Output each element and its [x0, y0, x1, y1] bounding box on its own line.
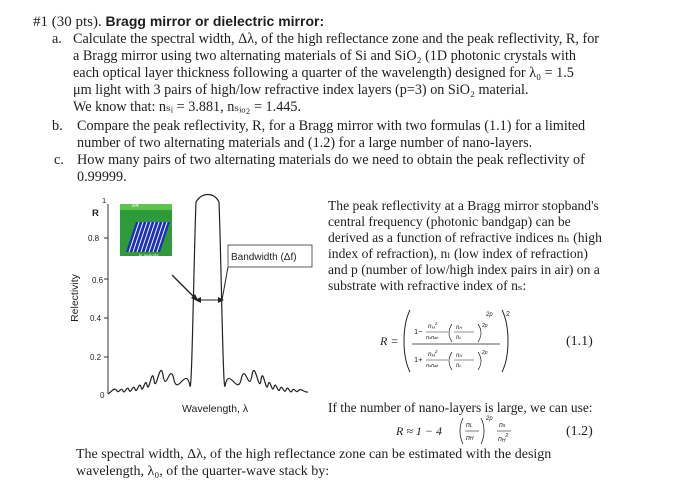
inset-periods-label: N periods — [139, 253, 159, 258]
bandwidth-label: Bandwidth (Δf) — [231, 252, 297, 263]
eq-1-1-lhs: R = — [380, 334, 399, 348]
part-a-label: a. — [52, 31, 62, 47]
eq-1-1-formula — [402, 306, 522, 376]
tick-0-6: 0.6 — [92, 276, 104, 285]
svg-text:2p: 2p — [482, 323, 488, 329]
svg-text:nsnair: nsnair — [426, 363, 439, 369]
problem-points: (30 pts). — [51, 14, 102, 30]
tick-1: 1 — [102, 196, 107, 205]
side-text-line-1: The peak reflectivity at a Bragg mirror stopband's — [328, 198, 599, 213]
tick-0: 0 — [100, 391, 105, 400]
part-b-line-2: number of two alternating materials and (1.2) for a large number of nano-layers. — [77, 135, 533, 151]
part-a-line-1: Calculate the spectral width, Δλ, of the high reflectance zone and the peak reflectivity, R, for — [73, 31, 600, 47]
r-label: R — [92, 208, 99, 219]
problem-heading — [33, 12, 324, 31]
svg-text:2p: 2p — [486, 416, 493, 422]
svg-text:2p: 2p — [486, 312, 493, 318]
svg-text:nH2: $nH^2$ — [498, 433, 509, 444]
bottom-text-line-2: wavelength, λ₀, of the quarter-wave stack by: — [76, 464, 330, 479]
part-b-line-1: Compare the peak reflectivity, R, for a Bragg mirror with two formulas (1.1) for a limited — [77, 118, 586, 134]
svg-text:nL: nL — [456, 335, 462, 341]
part-a-line-3: each optical layer thickness following a quarter of the wavelength) designed for λ₀ = 1.5 — [73, 65, 574, 81]
bragg-stack-inset — [120, 203, 172, 258]
part-b-label: b. — [52, 118, 63, 134]
bottom-text-line-1: The spectral width, Δλ, of the high reflectance zone can be estimated with the design — [76, 447, 552, 462]
svg-text:ns: ns — [499, 422, 506, 429]
inset-top-label: λ/4 — [132, 203, 139, 209]
eq-1-2-number: (1.2) — [566, 424, 593, 439]
svg-text:nH: nH — [456, 353, 463, 359]
svg-text:nH: nH — [466, 435, 474, 442]
problem-title: Bragg mirror or dielectric mirror: — [105, 13, 325, 29]
y-axis-label: Relectivity — [69, 274, 81, 322]
part-a-line-5: We know that: nₛᵢ = 3.881, nₛᵢₒ₂ = 1.445. — [73, 99, 302, 115]
problem-number: #1 — [33, 14, 48, 30]
eq-1-2-lhs: R ≈ 1 − 4 — [396, 424, 443, 438]
side-text-line-2: central frequency (photonic bandgap) can be — [328, 214, 571, 229]
side-text-line-3: derived as a function of refractive indices nₕ (high — [328, 230, 602, 245]
svg-text:nH2: $nH^2$ — [428, 321, 438, 330]
large-layers-note: If the number of nano-layers is large, we can use: — [328, 400, 593, 415]
svg-text:2p: 2p — [482, 350, 488, 356]
eq-1-2-formula — [459, 412, 519, 446]
svg-text:nL: nL — [456, 363, 462, 369]
part-c-line-2: 0.99999. — [77, 169, 127, 185]
tick-0-8: 0.8 — [88, 234, 100, 243]
side-text-line-5: and p (number of low/high index pairs in air) on a — [328, 262, 600, 277]
eq-1-1-number: (1.1) — [566, 334, 593, 349]
svg-text:nL: nL — [466, 422, 473, 429]
part-a-line-4: μm light with 3 pairs of high/low refractive index layers (p=3) on SiO₂ material. — [73, 82, 529, 98]
svg-text:nH2: $nH^2$ — [428, 349, 438, 358]
svg-text:2: 2 — [506, 311, 510, 318]
svg-text:1−: 1− — [414, 327, 423, 336]
svg-text:nH: nH — [456, 325, 463, 331]
side-text-line-4: index of refraction), nₗ (low index of refraction) — [328, 246, 588, 261]
tick-0-2: 0.2 — [90, 353, 102, 362]
svg-text:1+: 1+ — [414, 355, 423, 364]
part-a-line-2: a Bragg mirror using two alternating materials of Si and SiO₂ (1D photonic crystals with — [73, 48, 576, 64]
reflectivity-figure — [62, 190, 322, 416]
svg-text:nsnair: nsnair — [426, 335, 439, 341]
side-text-line-6: substrate with refractive index of nₛ: — [328, 278, 527, 293]
part-c-label: c. — [54, 152, 64, 168]
tick-0-4: 0.4 — [90, 314, 102, 323]
part-c-line-1: How many pairs of two alternating materials do we need to obtain the peak reflectivity of — [77, 152, 585, 168]
x-axis-label: Wavelength, λ — [182, 403, 249, 415]
